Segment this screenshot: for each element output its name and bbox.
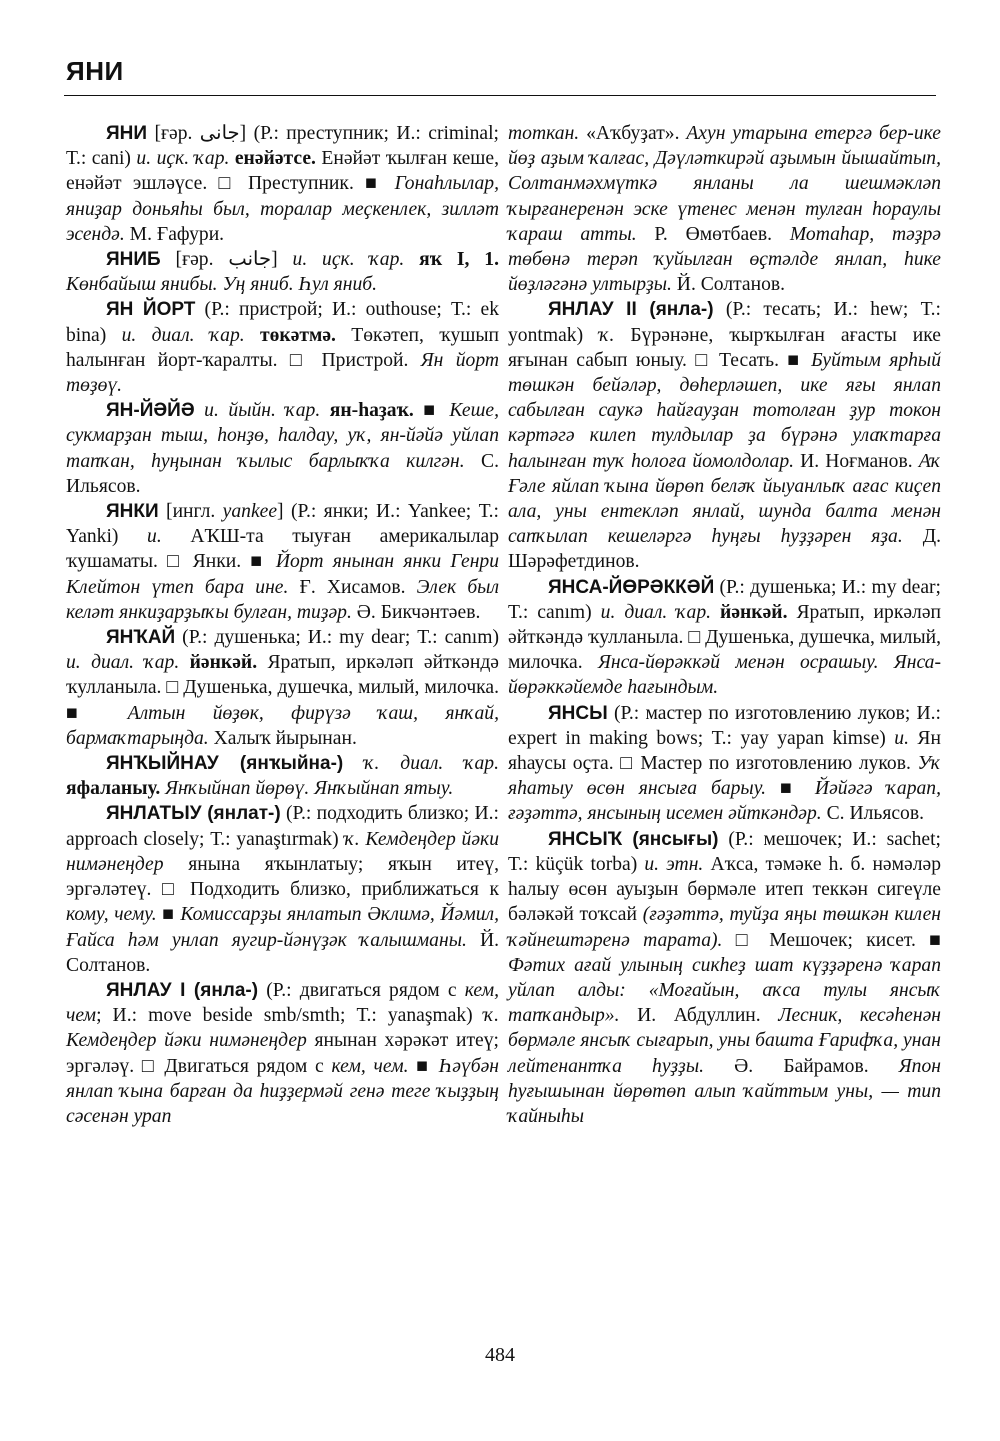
headword: ЯНҠАЙ [106,627,176,649]
entry-text: И. Ноғманов. [794,450,919,472]
entry-text: С. Ильясов. [821,803,924,825]
entry-text: ] (Р.: янки; И.: Yankee; Т.: Yanki) [66,501,499,548]
entry-text: Ян яһаусы оҫта. □ Мастер по изготовлению луков. [508,727,941,775]
headword: ЯНСА-ЙӨРӘККӘЙ [548,576,715,598]
entry-text: янына яҡынлатыу; яҡын итеү, эргәләтеү. □ Подходить близко, приближаться к [66,853,499,901]
entry-text: Ә. Бикчәнтәев. [351,601,481,623]
entry-text: төкәтмә. [259,324,336,346]
entry-text: yankee [222,501,278,523]
entry-text: Һәүбән янлап ҡына барған да һиҙҙермәй генә теге ҡыҙҙың сәсенән урап [66,1055,499,1127]
headword: ЯНЛАТЫУ (янлат-) [106,803,281,825]
entry-text: Алтын йөҙөк, фирүзә ҡаш, янҡай, бармаҡтарыңда. [66,702,499,749]
headword: ЯНСЫ [548,702,608,724]
entry-text: Төкәтеп, ҡушып һалынған йорт-ҡаралты. □ Пристрой. [66,324,499,371]
entry-text: кому, чему. [66,904,157,926]
entry-text: Кемдеңдер йәки нимәнеңдер [66,828,499,875]
entry-text: [ингл. [158,501,223,523]
headword: ЯН-ЙӘЙӘ [106,400,195,422]
dictionary-entry [508,701,941,827]
entry-text: Элек был келәт янкиҙарҙыҡы булған, тиҙәр. [66,576,499,623]
dictionary-entry [66,121,499,247]
entry-text: □ Мешочек; кисет. ■ [722,929,941,951]
dictionary-entry [508,121,941,297]
entry-text: (Р.: двигаться рядом с [258,979,465,1001]
headword: ЯНИБ [106,249,161,271]
entry-text: янынан хәрәкәт итеү; эргәләү. □ Двигаться рядом с [66,1030,499,1077]
entry-text: и. [894,727,909,749]
entry-text: енәйәтсе. [234,148,316,170]
entry-text: Бүрәнәне, ҡырҡылған ағасты ике яғынан сабып юныу. □ Тесать. ■ [508,324,941,371]
headword: ЯНЛАУ I (янла-) [106,979,259,1001]
entry-text: Ян йорт төҙөү. [66,349,500,397]
entry-text: Кемдеңдер йәки нимәнеңдер [66,1030,307,1052]
entry-text: и. диал. ҡар. [600,601,712,623]
entry-text: и. иҫк. ҡар. [292,249,405,271]
entry-text: (Р.: подходить близко; И.: approach closely; Т.: yanaştırmak) [66,803,499,850]
entry-text: Йорт янынан янки Генри Клейтон үтеп бара ине. [66,551,500,598]
headword: ЯНЛАУ II (янла-) [548,299,714,321]
entry-text: йәнкәй. [720,601,788,623]
entry-text: Аҡса, тәмәке һ. б. нәмәләр һалыу өсөн ауыҙын бөрмәле итеп теккән сигеүле бәләкәй тоҡсай [508,853,941,926]
entry-text: «Аҡбуҙат». [579,123,687,144]
entry-text [343,753,364,774]
entry-text: яҡ I, 1. [419,249,499,271]
entry-text: Буйтым ярһый төшкән бейәләр, дөһерләшеп, ике яғы янлап сабылған саукә һайғауҙан тотолған ҙур токон кәртәгә килеп тулдылар ҙа бүрәнә улаҡтарға һалынған туҡ һолоға йомолдолар. [508,349,941,472]
entry-text: Ә. Байрамов. [704,1055,899,1077]
entry-text: и. йыйн. ҡар. [204,400,321,422]
entry-text [245,325,260,346]
entry-text: Лесник, кесәһенән бөрмәле янсыҡ сығарып, уны башта Ғарифҡа, унан лейтенантҡа һуҙҙы. [508,1005,941,1077]
headword: ЯНСЫҠ (янсығы) [548,828,719,850]
dictionary-entry [66,297,499,398]
entry-text: ҡ. [344,828,360,850]
entry-text: и. [147,526,162,548]
header-rule [64,95,936,96]
headword: ЯН ЙОРТ [106,299,196,321]
entry-text: Й. Солтанов. [671,274,786,296]
dictionary-entry [66,978,499,1129]
entry-text: Кеше, сукмарҙан тыш, һонҙө, һалдау, уҡ, ян-йәйә уйлап тапҡан, һуңынан ҡылыс барлыҡҡа килгән. [66,400,499,472]
entry-text: и. диал. ҡар. [121,324,245,346]
entry-text: и. диал. ҡар. [66,652,180,674]
dictionary-entry [66,398,499,499]
entry-text: Енәйәт ҡылған кеше, енәйәт эшләүсе. □ Преступник. ■ [66,148,499,195]
entry-text: кем, чем [66,979,499,1027]
entry-text: ■ [766,778,815,800]
entry-text: Халыҡ йырынан. [208,727,357,749]
dictionary-entry [508,297,941,574]
entry-text: ■ [413,400,450,422]
entry-text: Янса-йөрәккәй менән осрашыу. Янса-йөрәккәйемде һағындым. [508,652,941,699]
running-head: ЯНИ [66,56,124,86]
dictionary-entry [66,247,499,297]
entry-text [404,249,419,270]
entry-text [195,400,205,421]
entry-text: ■ [408,1055,439,1077]
headword: ЯНҠЫЙНАУ (янҡыйна-) [106,753,344,775]
entry-text: Д. Шәрәфетдинов. [508,526,941,573]
entry-text: جانی [199,123,240,144]
entry-text: кем, чем. [331,1055,409,1077]
dictionary-entry [66,499,499,625]
entry-text: Япон һуғышынан йөрөтөп алып ҡайттым уны, — тип ҡайныһы [508,1055,941,1127]
entry-text: Р. Өмөтбаев. [636,223,790,245]
entry-text: (Р.: тесать; И.: hew; Т.: yontmak) [508,299,941,346]
entry-text: Фәтих ағай улының сикһеҙ шат күҙҙәренә ҡарап уйлап алды: «Моғайын, аҡса тулы янсыҡ тапҡандыр». [508,954,941,1027]
entry-text: Ахун утарына етергә бер-ике йөҙ аҙым ҡалғас, Дәүләткирәй аҙымын йышайтып, Солтанмәхмүткә янланы ла шешмәкләп ҡырғанеренән эске үтенес менән тулған һораулы ҡараш атты. [508,123,941,245]
entry-text: АҠШ-та тыуған америкалылар ҡушаматы. □ Янки. ■ [66,526,499,573]
entry-text [179,652,189,673]
dictionary-entry [508,827,941,1129]
dictionary-entry [66,751,499,801]
entry-text: йәнкәй. [189,652,258,674]
entry-text: ■ [156,904,181,926]
entry-text: Аҡ Ғәле яйлап ҡына йөрөп беләҡ йыуанлыҡ ағас киҫеп ала, уны ентекләп янлай, шунда балта менән сапҡылап кешеләргә һуңғы һуҙҙәрен яҙа. [508,450,941,548]
entry-text: тоткан. [508,123,580,144]
entry-text: (Р.: мастер по изготовлению луков; И.: expert in making bows; Т.: yay yapan kimse) [508,702,941,749]
right-column [508,121,941,1129]
entry-text: Гонаһлылар, яниҙар доньяһы был, торалар меҫкенлек, зилләт эсендә. [66,173,499,245]
entry-text: С. Ильясов. [66,450,499,497]
entry-text: Уҡ яһатыу өсөн янсыға барыу. [508,753,941,800]
dictionary-entry [508,575,941,701]
entry-text [320,400,330,421]
entry-text: جانب [228,249,272,271]
entry-text: ҡ. диал. ҡар. [364,753,499,775]
entry-text: и. этн. [644,853,704,875]
dictionary-entry [66,801,499,977]
entry-text: Комиссарҙы янлатып Әклимә, Йәмил, Ғайса һәм унлап яугир-йәнүҙәк ҡалышманы. [66,904,499,951]
entry-text: Янҡыйнап йөрөү. Янҡыйнап ятыу. [165,778,454,800]
entry-text: (Р.: мешочек; И.: sachet; Т.: küçük torba) [508,828,941,875]
entry-text: ҡ. [483,1005,499,1027]
entry-text: яфаланыу. [66,778,161,800]
entry-text: Мотаһар, тәҙрә төбөнә терәп ҡуйылған өҫтәлде янлап, һике йөҙләгәнә ултырҙы. [508,223,941,296]
entry-text: [ғәр. [147,123,200,144]
headword: ЯНИ [106,123,148,144]
entry-text: ҡ. [599,324,615,346]
entry-text: Яратып, иркәләп әйткәндә ҡулланыла. □ Душенька, душечка, милый, милочка. ■ [66,652,499,724]
entry-text: Йәйәгә ҡарап, ғәҙәттә, янсының исемен әйткәндәр. [508,778,941,825]
entry-text: ] (Р.: преступник; И.: criminal; Т.: cani) [66,123,499,170]
page-number: 484 [485,1344,515,1366]
entry-text: ян-һаҙаҡ. [329,400,414,422]
dictionary-entry [66,625,499,751]
entry-text: И. Абдуллин. [619,1005,779,1027]
entry-text: М. Ғафури. [124,223,225,245]
entry-text: (Р.: пристрой; И.: outhouse; Т.: ek bina) [66,299,499,346]
entry-text: Көнбайыш янибы. Уң яниб. Һул яниб. [66,274,378,296]
entry-text [711,602,720,623]
entry-text: [ғәр. [160,249,229,271]
entry-text: Ғ. Хисамов. [288,576,417,598]
entry-text: Яратып, иркәләп әйткәндә ҡулланыла. □ Душенька, душечка, милый, милочка. [508,601,942,674]
entry-text: ; И.: move beside smb/smth; Т.: yanaşmak) [96,1005,484,1027]
entry-text: Й. Солтанов. [66,929,499,976]
entry-text: (Р.: душенька; И.: my dear; Т.: canım) [175,627,499,649]
entry-text: (Р.: душенька; И.: my dear; Т.: canım) [508,576,941,623]
entry-text: ] [271,249,293,271]
entry-text: (ғәҙәттә, туйҙа яңы төшкән килен ҡәйнештәренә тарата). [508,904,941,951]
headword: ЯНКИ [106,501,159,523]
entry-text: и. иҫк. ҡар. [136,148,230,170]
left-column [66,121,499,1129]
